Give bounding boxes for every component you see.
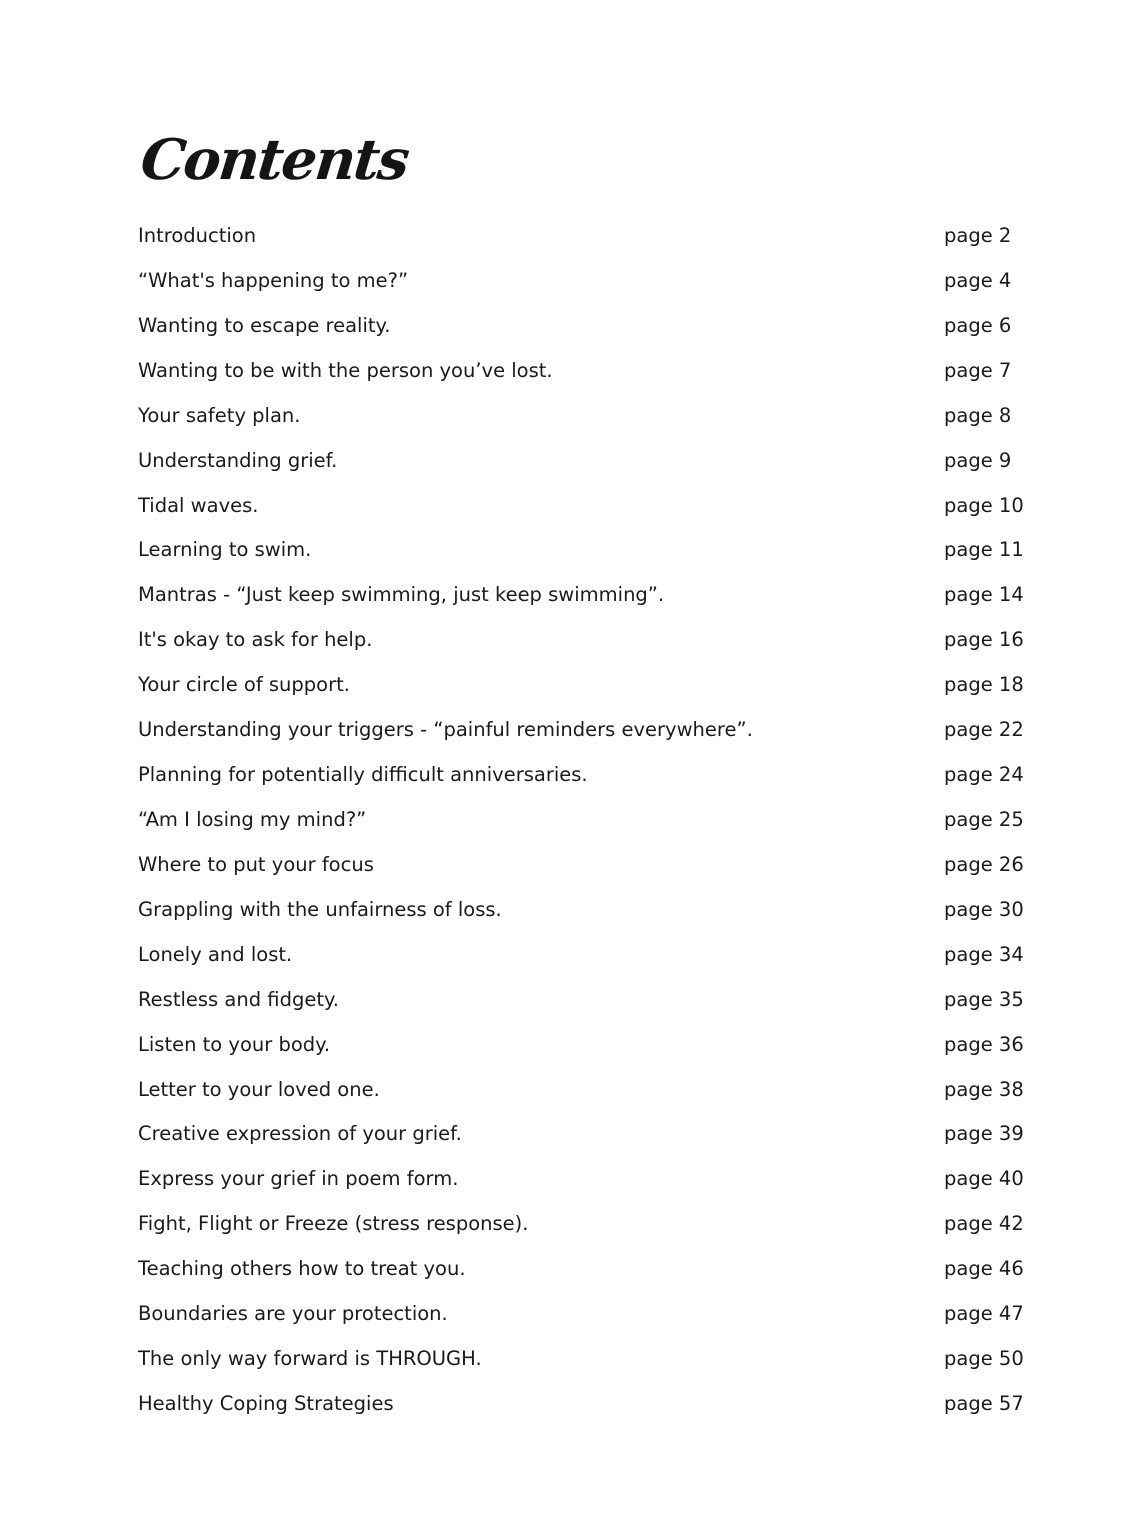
toc-entry-page: page 26 — [944, 852, 1024, 876]
toc-entry[interactable] — [138, 309, 1018, 354]
toc-entry-label: Restless and fidgety. — [138, 987, 339, 1011]
toc-entry-page: page 22 — [944, 718, 1024, 742]
toc-entry[interactable] — [138, 1387, 1024, 1432]
toc-entry[interactable] — [138, 1207, 1024, 1252]
toc-entry-label: Wanting to be with the person you’ve lost. — [138, 358, 553, 382]
toc-entry[interactable] — [138, 1342, 1024, 1387]
toc-entry-page: page 2 — [944, 224, 1012, 247]
toc-entry[interactable] — [138, 1073, 1024, 1118]
toc-entry-label: Grappling with the unfairness of loss. — [138, 897, 502, 921]
toc-entry-label: Teaching others how to treat you. — [138, 1257, 466, 1281]
toc-entry[interactable] — [138, 444, 1018, 489]
toc-entry-page: page 24 — [944, 763, 1024, 787]
toc-entry-label: Where to put your focus — [138, 852, 374, 876]
toc-entry[interactable] — [138, 1252, 1024, 1297]
toc-entry[interactable] — [138, 219, 1018, 264]
toc-entry-page: page 6 — [944, 313, 1012, 337]
toc-entry-page: page 36 — [944, 1032, 1024, 1056]
toc-entry-page: page 35 — [944, 987, 1024, 1011]
toc-entry-label: Boundaries are your protection. — [138, 1302, 448, 1326]
toc-entry[interactable] — [138, 1297, 1024, 1342]
toc-entry-page: page 16 — [944, 628, 1024, 652]
toc-entry-page: page 39 — [944, 1122, 1024, 1146]
toc-entry-label: Lonely and lost. — [138, 942, 293, 966]
toc-entry-page: page 10 — [944, 493, 1024, 517]
toc-entry-label: Mantras - “Just keep swimming, just keep swimming”. — [138, 583, 665, 607]
toc-entry[interactable] — [138, 623, 1024, 668]
toc-entry[interactable] — [138, 893, 1024, 938]
toc-entry-label: “Am I losing my mind?” — [138, 807, 367, 831]
toc-entry-label: The only way forward is THROUGH. — [138, 1347, 482, 1371]
toc-entry-label: Healthy Coping Strategies — [138, 1391, 394, 1415]
toc-entry[interactable] — [138, 983, 1024, 1028]
toc-entry[interactable] — [138, 803, 1024, 848]
toc-entry-page: page 40 — [944, 1167, 1024, 1191]
toc-entry[interactable] — [138, 713, 1024, 758]
toc-entry-label: Your circle of support. — [138, 673, 350, 697]
toc-entry[interactable] — [138, 264, 1018, 309]
toc-entry-page: page 57 — [944, 1391, 1024, 1415]
toc-entry[interactable] — [138, 533, 1024, 578]
toc-entry[interactable] — [138, 489, 1024, 534]
toc-entry-label: Listen to your body. — [138, 1032, 331, 1056]
toc-entry-page: page 34 — [944, 942, 1024, 966]
toc-entry-page: page 38 — [944, 1077, 1024, 1101]
toc-entry-page: page 9 — [944, 448, 1012, 472]
toc-entry-label: “What's happening to me?” — [138, 268, 409, 292]
toc-entry-page: page 14 — [944, 583, 1024, 607]
toc-entry-page: page 47 — [944, 1302, 1024, 1326]
toc-entry-label: Letter to your loved one. — [138, 1077, 380, 1101]
toc-entry-label: Introduction — [138, 224, 257, 247]
toc-entry-page: page 4 — [944, 268, 1012, 292]
toc-entry-label: Creative expression of your grief. — [138, 1122, 462, 1146]
toc-entry-label: Express your grief in poem form. — [138, 1167, 459, 1191]
toc-entry-page: page 42 — [944, 1212, 1024, 1236]
toc-entry-page: page 30 — [944, 897, 1024, 921]
toc-entry[interactable] — [138, 668, 1024, 713]
toc-entry[interactable] — [138, 1028, 1024, 1073]
page-title: Contents — [137, 127, 411, 193]
toc-entry-page: page 8 — [944, 403, 1012, 427]
toc-entry-label: Your safety plan. — [138, 403, 301, 427]
toc-entry[interactable] — [138, 578, 1024, 623]
toc-entry-label: Planning for potentially difficult anniversaries. — [138, 763, 588, 787]
toc-entry-page: page 18 — [944, 673, 1024, 697]
toc-entry-page: page 7 — [944, 358, 1012, 382]
toc-entry-label: Tidal waves. — [138, 493, 259, 517]
toc-entry[interactable] — [138, 938, 1024, 983]
toc-entry-page: page 46 — [944, 1257, 1024, 1281]
toc-entry[interactable] — [138, 354, 1018, 399]
toc-entry-label: It's okay to ask for help. — [138, 628, 373, 652]
toc-entry-page: page 50 — [944, 1347, 1024, 1371]
toc-entry[interactable] — [138, 1117, 1024, 1162]
toc-entry[interactable] — [138, 758, 1024, 803]
toc-entry[interactable] — [138, 1162, 1024, 1207]
toc-entry-label: Learning to swim. — [138, 538, 312, 562]
toc-entry-label: Understanding your triggers - “painful reminders everywhere”. — [138, 718, 753, 742]
toc-entry-label: Wanting to escape reality. — [138, 313, 391, 337]
table-of-contents — [138, 219, 1024, 1432]
toc-entry[interactable] — [138, 399, 1018, 444]
toc-entry[interactable] — [138, 848, 1024, 893]
toc-entry-page: page 11 — [944, 538, 1024, 562]
toc-entry-label: Understanding grief. — [138, 448, 338, 472]
toc-entry-page: page 25 — [944, 807, 1024, 831]
toc-entry-label: Fight, Flight or Freeze (stress response). — [138, 1212, 529, 1236]
